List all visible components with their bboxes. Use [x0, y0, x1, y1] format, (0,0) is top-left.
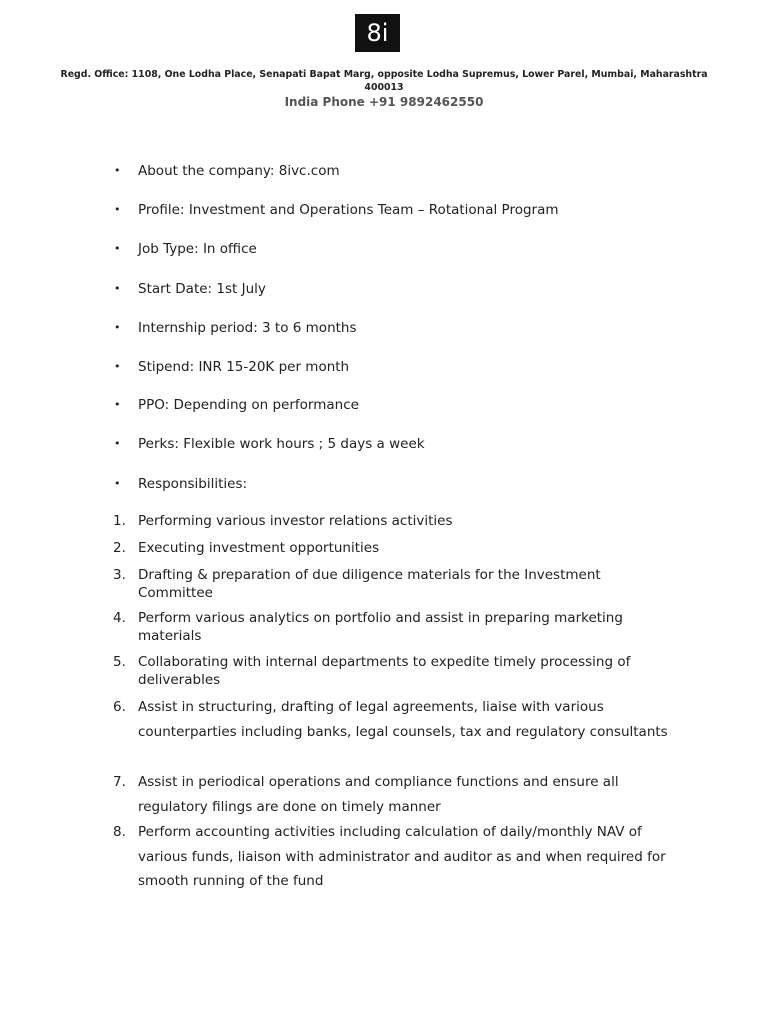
bullet-icon: • — [114, 203, 121, 216]
bullet-icon: • — [114, 437, 121, 450]
bullet-icon: • — [114, 360, 121, 373]
phone-number: India Phone +91 9892462550 — [284, 95, 484, 109]
item-text: Performing various investor relations activities — [138, 513, 453, 529]
item-text: Perform various analytics on portfolio and assist in preparing marketing materials — [138, 610, 623, 644]
item-number: 5. — [113, 654, 126, 670]
item-number: 7. — [113, 774, 126, 790]
item-number: 2. — [113, 540, 126, 556]
start-date: Start Date: 1st July — [138, 281, 266, 297]
item-text: Executing investment opportunities — [138, 540, 380, 556]
item-text: Assist in periodical operations and compliance functions and ensure all regulatory filings are done on timely manner — [138, 774, 619, 815]
item-text: Assist in structuring, drafting of legal agreements, liaise with various counterparties including banks, legal counsels, tax and regulatory consultants — [138, 699, 668, 740]
item-text: Perform accounting activities including calculation of daily/monthly NAV of various funds, liaison with administrator and auditor as and when required for smooth running of the fund — [138, 824, 666, 889]
item-number: 6. — [113, 699, 126, 715]
bullet-icon: • — [114, 477, 121, 490]
bullet-icon: • — [114, 282, 121, 295]
bullet-icon: • — [114, 398, 121, 411]
item-number: 8. — [113, 824, 126, 840]
registered-office-address: Regd. Office: 1108, One Lodha Place, Senapati Bapat Marg, opposite Lodha Supremus, Lower Parel, Mumbai, Maharashtra 400013 — [60, 69, 708, 93]
stipend: Stipend: INR 15-20K per month — [138, 359, 350, 375]
bullet-icon: • — [114, 164, 121, 177]
company-info: About the company: 8ivc.com — [138, 163, 340, 179]
item-number: 1. — [113, 513, 126, 529]
internship-period: Internship period: 3 to 6 months — [138, 320, 357, 336]
perks: Perks: Flexible work hours ; 5 days a week — [138, 436, 425, 452]
company-logo: 8i — [355, 14, 400, 52]
ppo: PPO: Depending on performance — [138, 397, 359, 413]
job-type: Job Type: In office — [138, 241, 257, 257]
item-text: Collaborating with internal departments to expedite timely processing of deliverables — [138, 654, 631, 688]
responsibilities-heading: Responsibilities: — [138, 476, 248, 492]
item-text: Drafting & preparation of due diligence materials for the Investment Committee — [138, 567, 601, 601]
item-number: 4. — [113, 610, 126, 626]
profile-info: Profile: Investment and Operations Team – Rotational Program — [138, 202, 559, 218]
bullet-icon: • — [114, 242, 121, 255]
item-number: 3. — [113, 567, 126, 583]
bullet-icon: • — [114, 321, 121, 334]
